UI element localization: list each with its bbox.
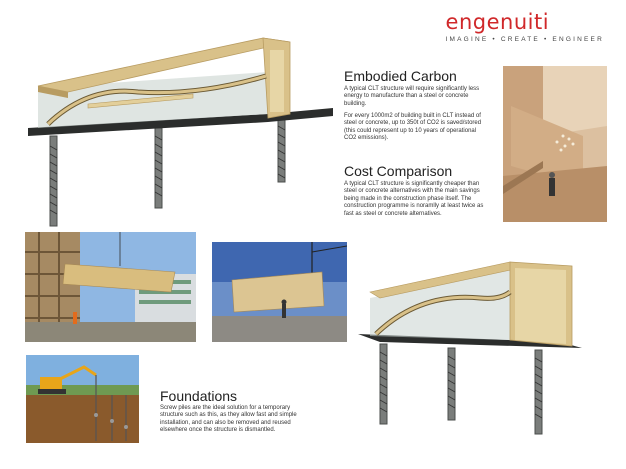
brand-tagline: IMAGINE • CREATE • ENGINEER bbox=[445, 36, 604, 43]
foundations-title: Foundations bbox=[160, 388, 238, 404]
cost-comparison-para: A typical CLT structure is significantly cheaper than steel or concrete alternatives with the main savings being made in the construction phase itself. The construction programme is noramlly at least twice as fast as steel or concrete alternatives. bbox=[344, 181, 484, 217]
brand-logo: engenuiti bbox=[445, 10, 550, 34]
embodied-carbon-title: Embodied Carbon bbox=[344, 68, 457, 84]
crane-install-photo-2 bbox=[212, 242, 347, 342]
embodied-carbon-para2: For every 1000m2 of building built in CLT instead of steel or concrete, up to 350t of CO2 is saved/stored (this could represent up to 10 years of operational CO2 emissions). bbox=[344, 113, 482, 142]
interior-stair-photo bbox=[503, 66, 607, 222]
embodied-carbon-para1: A typical CLT structure will require significantly less energy to manufacture than a steel or concrete building. bbox=[344, 86, 480, 107]
foundations-para: Screw piles are the ideal solution for a temporary structure such as this, as they allow fast and simple installation, and can also be removed and reused elsewhere once the structure is dismantled. bbox=[160, 405, 297, 434]
canopy-render-top bbox=[28, 36, 338, 251]
screw-pile-excavator-photo bbox=[26, 355, 139, 443]
brand-block bbox=[446, 10, 604, 43]
crane-install-photo-1 bbox=[25, 232, 196, 342]
canopy-render-bottom bbox=[350, 252, 590, 452]
cost-comparison-title: Cost Comparison bbox=[344, 163, 453, 179]
